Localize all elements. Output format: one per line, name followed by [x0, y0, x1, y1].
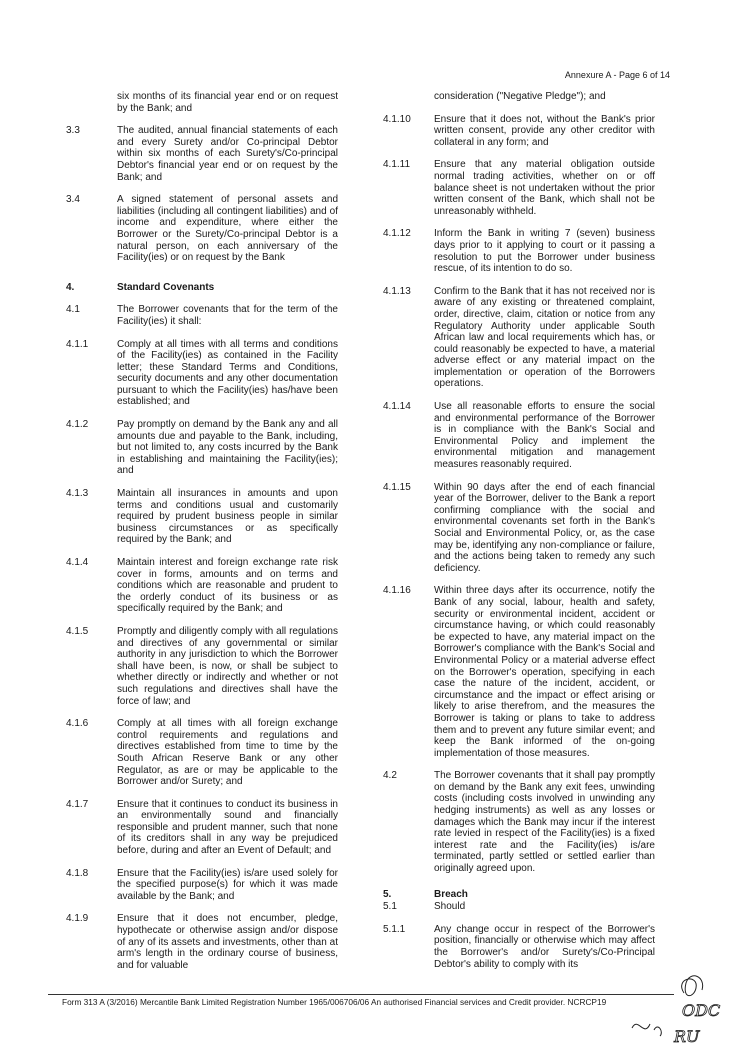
clause-number: 4.1.6 [66, 718, 89, 730]
clause-text: The audited, annual financial statements of each and every Surety and/or Co-principal Debtor within six months of each Surety's/Co-principal Debtor's financial year end or on request by the Bank; and [117, 125, 338, 183]
clause-number: 4.2 [383, 770, 397, 782]
clause-number: 4.1.15 [383, 481, 411, 493]
clause-number: 4.1.8 [66, 867, 89, 879]
signature-stroke [632, 1024, 661, 1036]
clause-number: 5.1 [383, 901, 397, 913]
clause-text: Within three days after its occurrence, notify the Bank of any social, labour, health and safety, security or environmental incident, accident or circumstance having, or which could reasonably be expected to have, any material impact on the Borrower's compliance with the Bank's Social and Environmental Policy or a material adverse effect on the Borrower's operation, specifying in each case the nature of the incident, accident, or circumstance and the impact or effect arising or likely to arise therefrom, and the measures the Borrower is taking or plans to take to address them and to prevent any future similar event; and keep the Bank informed of the on-going implementation of those measures. [434, 585, 655, 759]
clause-number: 4.1.3 [66, 488, 89, 500]
clause-number [66, 91, 117, 114]
clause-number: 4.1.9 [66, 913, 89, 925]
section-number: 5. [383, 888, 392, 900]
section-heading: Standard Covenants [117, 281, 215, 293]
clause-number: 4.1.1 [66, 338, 89, 350]
signature-drawing [614, 968, 724, 1048]
clause-number: 3.4 [66, 194, 80, 206]
clause-text: Use all reasonable efforts to ensure the social and environmental performance of the Borrower is in compliance with the Bank's Social and Environmental Policy and implement the environmental mitigation and management measures reasonably required. [434, 401, 655, 471]
clause-text: six months of its financial year end or on request by the Bank; and [117, 91, 338, 114]
clause-text: Inform the Bank in writing 7 (seven) business days prior to it applying to court or it passing a resolution to put the Borrower under business rescue, of its intention to do so. [434, 228, 655, 275]
clause-text: A signed statement of personal assets and liabilities (including all contingent liabilities) and of income and expenditure, where either the Borrower or the Surety/Co-principal Debtor is a natural person, on each anniversary of the Facility(ies) or on request by the Bank [117, 194, 338, 264]
clause-text: Ensure that it does not, without the Bank's prior written consent, provide any other creditor with collateral in any form; and [434, 113, 655, 148]
clause-number: 5.1.1 [383, 923, 406, 935]
clause-text: Within 90 days after the end of each financial year of the Borrower, deliver to the Bank a report confirming compliance with the social and environmental covenants set forth in the Bank's Social and Environmental Policy, or, as the case may be, identifying any non-compliance or failure, and the actions being taken to remedy any such deficiency. [434, 481, 655, 574]
clause-number: 3.3 [66, 125, 80, 137]
initials-odc: ODC [682, 1001, 721, 1020]
clause-text: The Borrower covenants that it shall pay promptly on demand by the Bank any exit fees, unwinding costs (including costs involved in unwinding any hedging instruments) as well as any losses or damages which the Bank may incur if the interest rate levied in respect of the Facility(ies) is a fixed interest rate and the Facility(ies) is/are terminated, partly settled or settled earlier than originally agreed upon. [434, 770, 655, 875]
clause-text: Comply at all times with all terms and conditions of the Facility(ies) as contained in the Facility letter; these Standard Terms and Conditions, security documents and any other documentation pursuant to which the Facility(ies) has/have been established; and [117, 338, 338, 408]
clause-number: 4.1.4 [66, 557, 89, 568]
right-column [383, 91, 655, 981]
clause-number: 4.1.12 [383, 228, 411, 240]
clause-text: Pay promptly on demand by the Bank any and all amounts due and payable to the Bank, including, but not limited to, any costs incurred by the Bank in establishing and maintaining the Facility(ies); and [117, 419, 338, 477]
clause-text: Maintain interest and foreign exchange rate risk cover in forms, amounts and on terms and conditions which are reasonable and prudent to the orderly conduct of its business or as specifically required by the Bank; and [117, 557, 338, 615]
clause-text: Maintain all insurances in amounts and upon terms and conditions usual and customarily required by prudent business people in similar business circumstances or as specifically required by the Bank; and [117, 488, 338, 546]
page-header: Annexure A - Page 6 of 14 [564, 70, 670, 80]
clause-text: Ensure that any material obligation outside normal trading activities, whether on or off balance sheet is not undertaken without the prior written consent of the Bank, which shall not be unreasonably withheld. [434, 159, 655, 217]
left-column [66, 91, 338, 982]
clause-number: 4.1.16 [383, 585, 411, 597]
clause-text: Promptly and diligently comply with all regulations and directives of any governmental or similar authority in any jurisdiction to which the Borrower shall have been, is now, or shall be subject to whether directly or indirectly and whether or not such regulations and directives shall have the force of law; and [117, 625, 338, 707]
clause-text: consideration ("Negative Pledge"); and [434, 91, 606, 102]
clause-number: 4.1.14 [383, 401, 411, 413]
clause-text: Ensure that it does not encumber, pledge, hypothecate or otherwise assign and/or dispose of any of its assets and investments, other than at arm's length in the ordinary course of business, and for valuable [117, 913, 338, 971]
clause-text: Confirm to the Bank that it has not received nor is aware of any existing or threatened complaint, order, directive, claim, citation or notice from any Regulatory Authority under applicable South African law and local requirements which has, or could reasonably be expected to have, a material adverse effect or any material impact on the implementation or operation of the Borrowers operations. [434, 285, 655, 390]
clause-number: 4.1.2 [66, 419, 89, 431]
clause-text: Ensure that the Facility(ies) is/are used solely for the specified purpose(s) for which it was made available by the Bank; and [117, 867, 338, 902]
clause-text: Any change occur in respect of the Borrower's position, financially or otherwise which may affect the Borrower's and/or Surety's/Co-Principal Debtor's ability to comply with its [434, 923, 655, 970]
clause-text: The Borrower covenants that for the term of the Facility(ies) it shall: [117, 304, 338, 327]
clause-text: Comply at all times with all foreign exchange control requirements and regulations and directives established from time to time by the South African Reserve Bank or any other Regulator, as are or may be applicable to the Borrower and/or Surety; and [117, 718, 338, 788]
section-heading: Breach [434, 888, 468, 900]
clause-number: 4.1 [66, 304, 80, 316]
page-footer: Form 313 A (3/2016) Mercantile Bank Limited Registration Number 1965/006706/06 An authorised Financial services and Credit provider. NCRCP19 [62, 997, 607, 1007]
clause-text: Ensure that it continues to conduct its business in an environmentally sound and financially responsible and prudent manner, such that none of its creditors shall in any way be prejudiced before, during and after an Event of Default; and [117, 798, 338, 857]
footer-divider [48, 994, 674, 995]
clause-number [383, 91, 434, 103]
clause-text: Should [434, 901, 466, 913]
signature-stroke [682, 976, 703, 996]
clause-number: 4.1.13 [383, 285, 411, 297]
clause-number: 4.1.10 [383, 113, 411, 125]
clause-number: 4.1.5 [66, 625, 89, 637]
clause-number: 4.1.7 [66, 798, 89, 810]
section-number: 4. [66, 281, 75, 293]
initials-ru: RU [674, 1027, 700, 1046]
handwritten-initials [614, 968, 724, 1048]
clause-number: 4.1.11 [383, 159, 411, 171]
